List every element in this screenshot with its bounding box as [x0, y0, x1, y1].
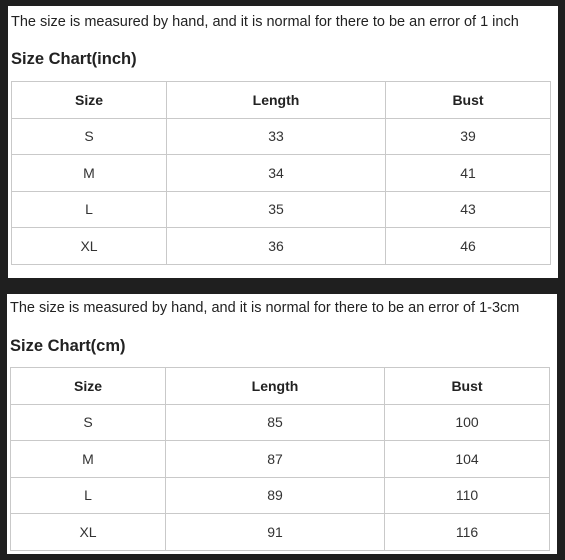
- cell-size: M: [12, 155, 167, 192]
- cell-length: 89: [166, 477, 385, 514]
- header-bust: Bust: [385, 368, 550, 405]
- cell-length: 87: [166, 441, 385, 478]
- cell-bust: 104: [385, 441, 550, 478]
- cell-size: XL: [11, 514, 166, 551]
- table-header-row: [12, 82, 551, 119]
- cell-bust: 100: [385, 404, 550, 441]
- cell-length: 34: [167, 155, 386, 192]
- table-row: [11, 404, 550, 441]
- cell-size: L: [11, 477, 166, 514]
- header-length: Length: [167, 82, 386, 119]
- cell-size: M: [11, 441, 166, 478]
- size-table-cm: [10, 367, 550, 551]
- table-header-row: [11, 368, 550, 405]
- cell-length: 85: [166, 404, 385, 441]
- header-size: Size: [12, 82, 167, 119]
- table-row: [11, 441, 550, 478]
- cell-length: 33: [167, 118, 386, 155]
- header-length: Length: [166, 368, 385, 405]
- cell-bust: 46: [386, 228, 551, 265]
- table-row: [12, 118, 551, 155]
- table-row: [12, 191, 551, 228]
- header-bust: Bust: [386, 82, 551, 119]
- cell-size: L: [12, 191, 167, 228]
- table-row: [12, 228, 551, 265]
- measurement-note: The size is measured by hand, and it is normal for there to be an error of 1-3cm: [10, 300, 520, 316]
- chart-title: Size Chart(inch): [11, 50, 137, 68]
- table-row: [11, 514, 550, 551]
- cell-length: 35: [167, 191, 386, 228]
- size-table-inch: [11, 81, 551, 265]
- size-chart-inch-panel: [8, 6, 558, 278]
- table-row: [11, 477, 550, 514]
- cell-size: XL: [12, 228, 167, 265]
- header-size: Size: [11, 368, 166, 405]
- cell-bust: 41: [386, 155, 551, 192]
- cell-size: S: [12, 118, 167, 155]
- cell-length: 91: [166, 514, 385, 551]
- cell-bust: 39: [386, 118, 551, 155]
- cell-bust: 116: [385, 514, 550, 551]
- measurement-note: The size is measured by hand, and it is normal for there to be an error of 1 inch: [11, 14, 519, 30]
- size-chart-cm-panel: [7, 294, 557, 554]
- chart-title: Size Chart(cm): [10, 337, 126, 355]
- cell-size: S: [11, 404, 166, 441]
- cell-bust: 43: [386, 191, 551, 228]
- cell-length: 36: [167, 228, 386, 265]
- table-row: [12, 155, 551, 192]
- cell-bust: 110: [385, 477, 550, 514]
